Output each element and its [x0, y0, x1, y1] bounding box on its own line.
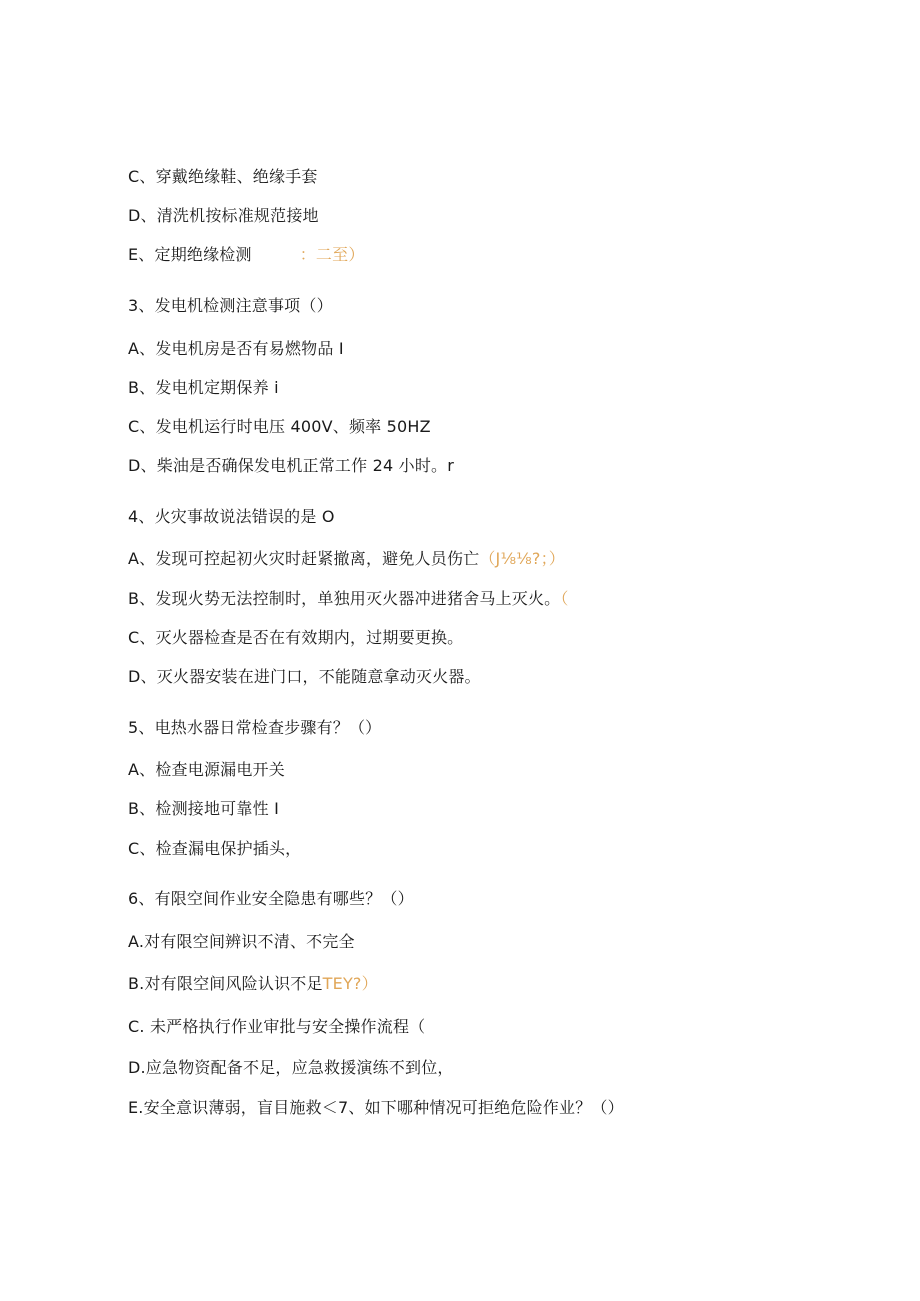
option-c-q2	[128, 167, 318, 187]
line-text: B、发电机定期保养 i	[128, 378, 279, 397]
option-b-q6	[128, 974, 378, 994]
line-text: D、柴油是否确保发电机正常工作 24 小时。r	[128, 456, 455, 475]
option-b-q4	[128, 589, 569, 609]
option-d-q6	[128, 1058, 454, 1078]
line-text: C、发电机运行时电压 400V、频率 50HZ	[128, 417, 431, 436]
option-e-q6	[128, 1098, 624, 1118]
line-text: C. 未严格执行作业审批与安全操作流程（	[128, 1017, 426, 1036]
option-c-q3	[128, 417, 431, 437]
option-e-q2	[128, 245, 365, 265]
option-a-q4	[128, 549, 565, 569]
line-text: A、检查电源漏电开关	[128, 760, 285, 779]
line-text: D.应急物资配备不足，应急救援演练不到位，	[128, 1058, 454, 1077]
option-d-q2	[128, 206, 319, 226]
line-text: B、发现火势无法控制时，单独用灭火器冲进猪舍马上灭火。	[128, 589, 561, 608]
question-4	[128, 507, 335, 527]
line-text: E、定期绝缘检测	[128, 245, 252, 264]
option-c-q6	[128, 1017, 425, 1037]
line-text: B、检测接地可靠性 I	[128, 799, 279, 818]
option-c-q5	[128, 839, 301, 859]
line-text: C、检查漏电保护插头，	[128, 839, 302, 858]
line-text: C、灭火器检查是否在有效期内，过期要更换。	[128, 628, 464, 647]
question-6	[128, 889, 414, 909]
line-text: D、灭火器安装在进门口，不能随意拿动灭火器。	[128, 667, 481, 686]
handwritten-note: TEY?）	[322, 974, 378, 993]
question-3	[128, 296, 333, 316]
line-text: A、发现可控起初火灾时赶紧撤离，避免人员伤亡	[128, 549, 480, 568]
option-c-q4	[128, 628, 463, 648]
question-text: 3、发电机检测注意事项（）	[128, 296, 333, 315]
handwritten-note: （J⅛⅛?；）	[479, 549, 565, 568]
line-text: A、发电机房是否有易燃物品 I	[128, 339, 344, 358]
option-b-q5	[128, 799, 279, 819]
option-a-q5	[128, 760, 285, 780]
line-text: A.对有限空间辨识不清、不完全	[128, 932, 355, 951]
option-d-q4	[128, 667, 481, 687]
option-b-q3	[128, 378, 279, 398]
option-a-q3	[128, 339, 344, 359]
handwritten-note: （	[560, 589, 569, 608]
handwritten-note: ：二至）	[299, 245, 365, 264]
question-5	[128, 718, 381, 738]
question-text: 6、有限空间作业安全隐患有哪些？（）	[128, 889, 414, 908]
line-text: C、穿戴绝缘鞋、绝缘手套	[128, 167, 318, 186]
option-a-q6	[128, 932, 355, 952]
question-text: 4、火灾事故说法错误的是 O	[128, 507, 335, 526]
line-text: B.对有限空间风险认识不足	[128, 974, 323, 993]
line-text: E.安全意识薄弱，盲目施救＜7、如下哪种情况可拒绝危险作业？（）	[128, 1098, 624, 1117]
line-text: D、清洗机按标准规范接地	[128, 206, 319, 225]
option-d-q3	[128, 456, 454, 476]
question-text: 5、电热水器日常检查步骤有？（）	[128, 718, 382, 737]
